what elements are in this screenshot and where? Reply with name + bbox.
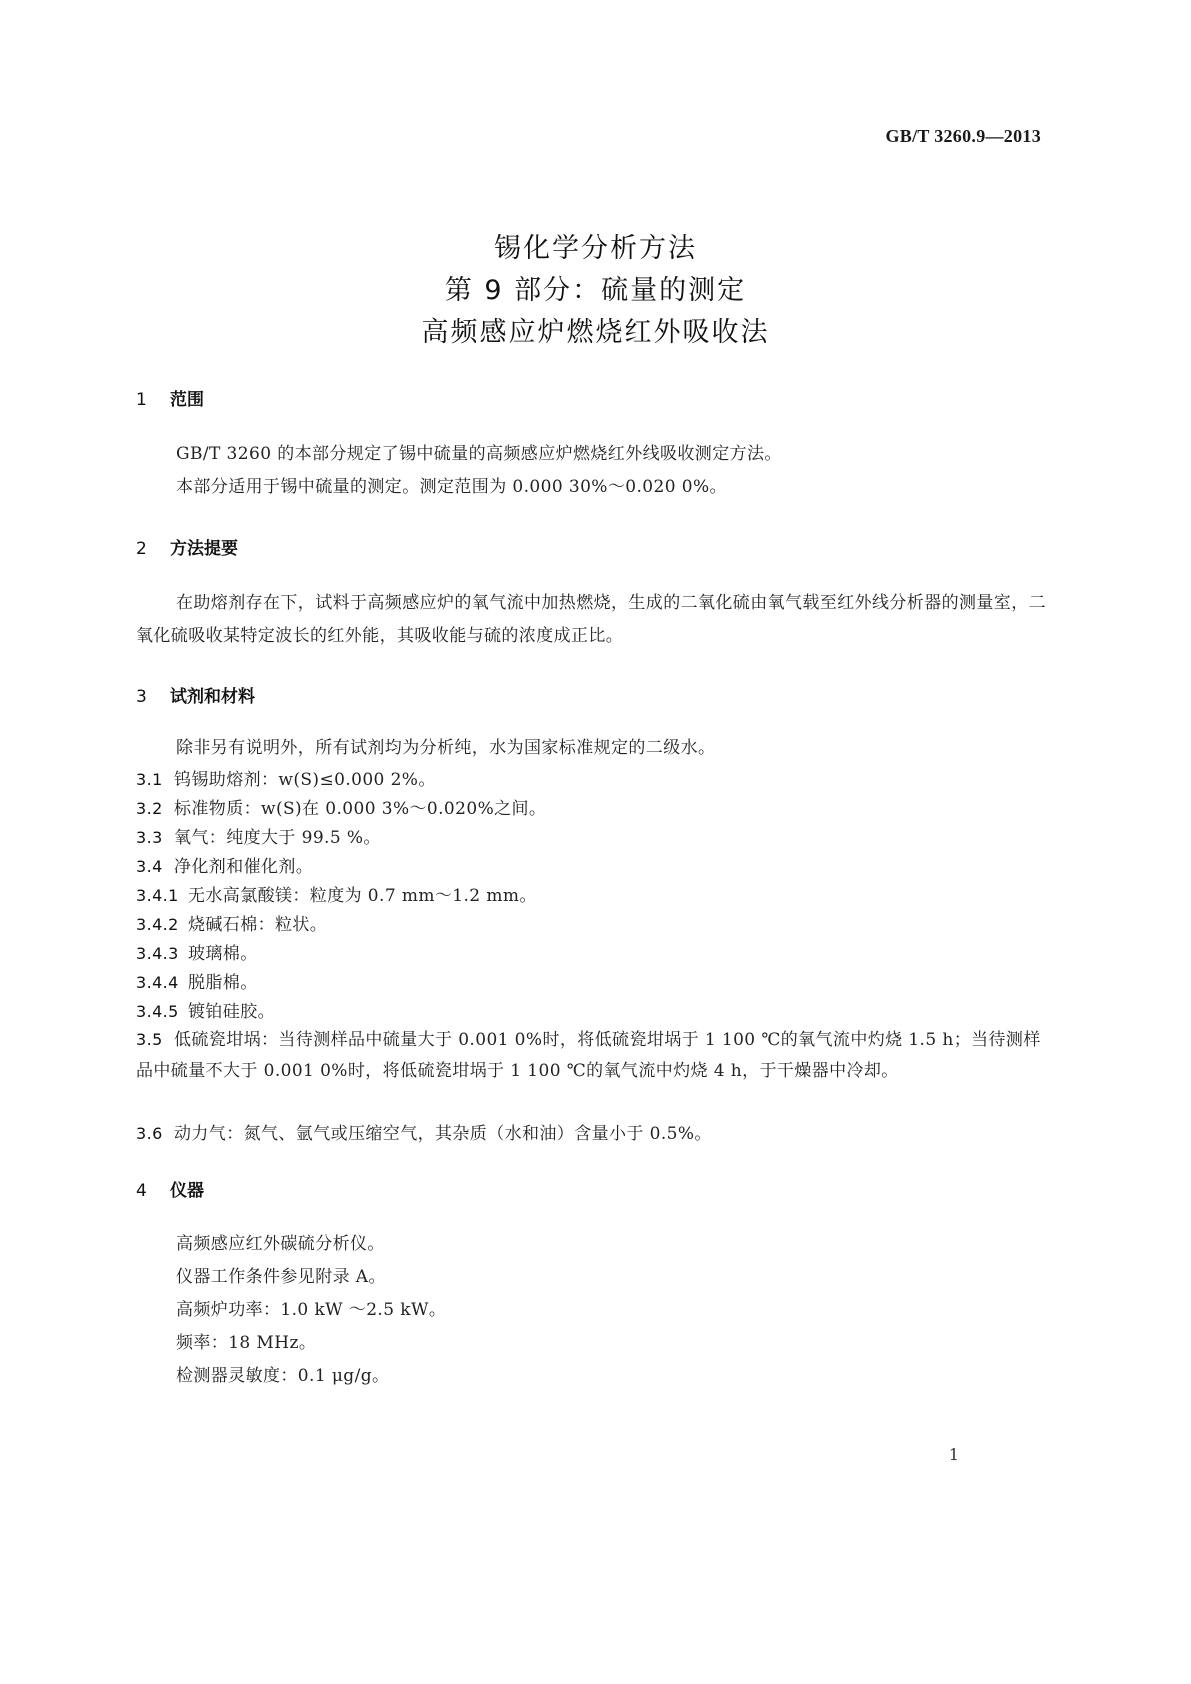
paragraph: 在助熔剂存在下，试料于高频感应炉的氧气流中加热燃烧，生成的二氧化硫由氧气载至红外线分析器的测量室，二氧化硫吸收某特定波长的红外能，其吸收能与硫的浓度成正比。 — [136, 593, 1046, 646]
list-item — [136, 1024, 1058, 1087]
section-title: 范围 — [170, 390, 204, 410]
item-text: 低硫瓷坩埚：当待测样品中硫量大于 0.001 0%时，将低硫瓷坩埚于 1 100 ℃的氧气流中灼烧 1.5 h；当待测样品中硫量不大于 0.001 0%时，将低硫瓷坩埚于 1 100 ℃的氧气流中灼烧 4 h，于干燥器中冷却。 — [136, 1030, 1041, 1081]
page-number: 1 — [948, 1445, 959, 1464]
section-2-heading — [136, 534, 238, 559]
section-title: 仪器 — [170, 1181, 204, 1201]
item-number: 3.3 — [136, 828, 163, 847]
item-text: 动力气：氮气、氩气或压缩空气，其杂质（水和油）含量小于 0.5%。 — [174, 1124, 712, 1144]
paragraph: 本部分适用于锡中硫量的测定。测定范围为 0.000 30%～0.020 0%。 — [176, 477, 727, 497]
item-number: 3.4 — [136, 857, 163, 876]
item-number: 3.6 — [136, 1124, 163, 1143]
paragraph: 仪器工作条件参见附录 A。 — [176, 1267, 386, 1287]
section-number: 2 — [136, 539, 147, 559]
section-number: 1 — [136, 390, 147, 410]
item-text: 氧气：纯度大于 99.5 %。 — [174, 828, 381, 848]
item-text: 镀铂硅胶。 — [188, 1002, 275, 1022]
title-line-1: 锡化学分析方法 — [494, 233, 697, 264]
section-1-heading — [136, 385, 204, 410]
item-number: 3.4.1 — [136, 886, 179, 905]
item-text: 玻璃棉。 — [188, 944, 258, 964]
item-number: 3.4.2 — [136, 915, 179, 934]
document-title — [0, 228, 1191, 354]
paragraph: 除非另有说明外，所有试剂均为分析纯，水为国家标准规定的二级水。 — [176, 738, 716, 758]
standard-number: GB/T 3260.9—2013 — [885, 126, 1041, 146]
item-number: 3.4.3 — [136, 944, 179, 963]
item-number: 3.1 — [136, 770, 163, 789]
section-number: 4 — [136, 1181, 147, 1201]
paragraph: GB/T 3260 的本部分规定了锡中硫量的高频感应炉燃烧红外线吸收测定方法。 — [176, 444, 782, 464]
section-title: 试剂和材料 — [170, 687, 255, 707]
item-number: 3.5 — [136, 1030, 163, 1049]
paragraph: 频率：18 MHz。 — [176, 1333, 317, 1353]
section-title: 方法提要 — [170, 539, 238, 559]
section-number: 3 — [136, 687, 147, 707]
title-line-2: 第 9 部分：硫量的测定 — [444, 275, 747, 306]
item-number: 3.2 — [136, 799, 163, 818]
section-3-heading — [136, 682, 255, 707]
item-number: 3.4.4 — [136, 973, 179, 992]
item-text: 脱脂棉。 — [188, 973, 258, 993]
paragraph: 高频感应红外碳硫分析仪。 — [176, 1234, 385, 1254]
paragraph: 检测器灵敏度：0.1 μg/g。 — [176, 1366, 390, 1386]
paragraph: 高频炉功率：1.0 kW ～2.5 kW。 — [176, 1300, 447, 1320]
item-text: 无水高氯酸镁：粒度为 0.7 mm～1.2 mm。 — [188, 886, 537, 906]
section-4-heading — [136, 1176, 204, 1201]
item-number: 3.4.5 — [136, 1002, 179, 1021]
item-text: 烧碱石棉：粒状。 — [188, 915, 328, 935]
item-text: 标准物质：w(S)在 0.000 3%～0.020%之间。 — [174, 799, 547, 819]
list-item — [136, 1117, 1058, 1151]
item-text: 净化剂和催化剂。 — [174, 857, 314, 877]
title-line-3: 高频感应炉燃烧红外吸收法 — [421, 317, 770, 348]
item-text: 钨锡助熔剂：w(S)≤0.000 2%。 — [174, 770, 436, 790]
